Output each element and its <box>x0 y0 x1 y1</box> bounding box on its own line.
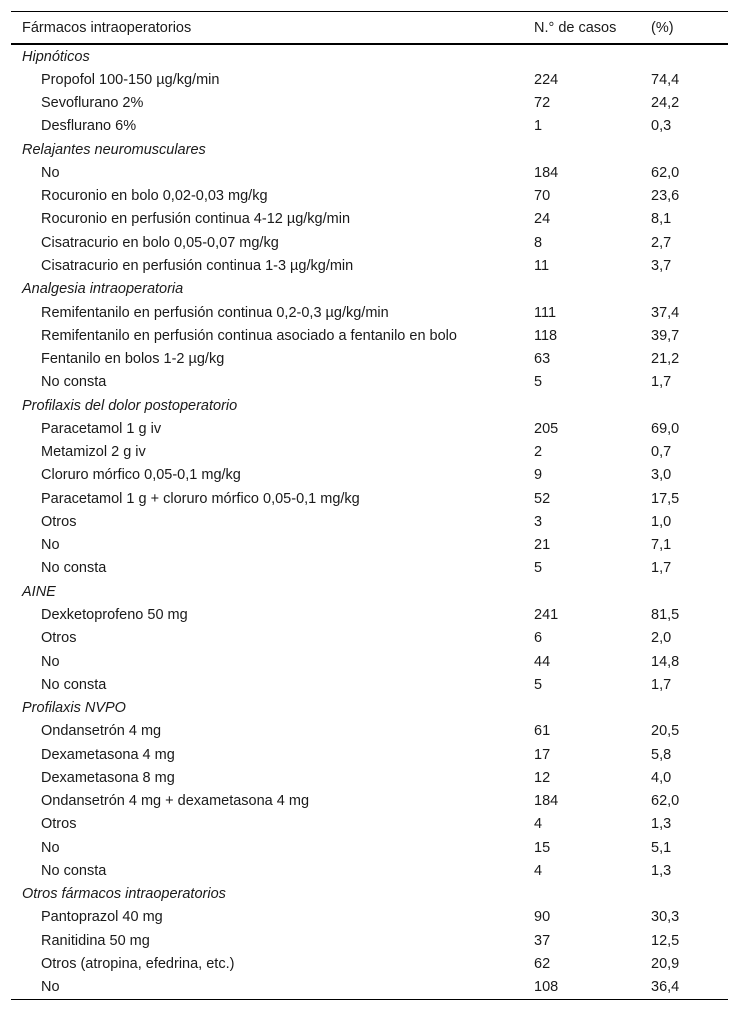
drug-name-cell: Cisatracurio en bolo 0,05-0,07 mg/kg <box>41 234 279 251</box>
table-row <box>11 859 728 882</box>
drug-name-cell: No <box>41 164 60 181</box>
section-header-row <box>11 278 728 301</box>
percent-cell: 17,5 <box>651 490 680 507</box>
drug-name-cell: Cisatracurio en perfusión continua 1-3 µg/kg/min <box>41 258 354 275</box>
drug-name-cell: Otros <box>41 816 77 833</box>
section-title: Profilaxis del dolor postoperatorio <box>22 397 238 414</box>
section-title: Analgesia intraoperatoria <box>22 281 184 298</box>
table-row <box>11 790 728 813</box>
case-count-cell: 52 <box>534 490 551 507</box>
table-row <box>11 161 728 184</box>
table-row <box>11 371 728 394</box>
section-title: Otros fármacos intraoperatorios <box>22 886 226 903</box>
percent-cell: 69,0 <box>651 420 680 437</box>
case-count-cell: 8 <box>534 234 543 251</box>
table-row <box>11 766 728 789</box>
percent-cell: 30,3 <box>651 909 680 926</box>
table-row <box>11 627 728 650</box>
table-body <box>11 44 728 999</box>
table-row <box>11 906 728 929</box>
drug-name-cell: Ranitidina 50 mg <box>41 932 150 949</box>
table-row <box>11 743 728 766</box>
percent-cell: 5,8 <box>651 746 672 763</box>
table-row <box>11 673 728 696</box>
table-row <box>11 347 728 370</box>
drug-name-cell: No <box>11 976 534 1000</box>
case-count-cell: 61 <box>534 723 551 740</box>
drug-name-cell: Sevoflurano 2% <box>41 95 144 112</box>
case-count-cell: 12 <box>534 769 551 786</box>
table-row <box>11 534 728 557</box>
table-row <box>11 557 728 580</box>
percent-cell: 4,0 <box>651 769 672 786</box>
table-row <box>11 254 728 277</box>
drug-name-cell: Desflurano 6% <box>41 118 137 135</box>
table-row <box>11 836 728 859</box>
table-row <box>11 720 728 743</box>
drug-name-cell: Dexametasona 8 mg <box>41 769 175 786</box>
case-count-cell: 2 <box>534 444 543 461</box>
drug-name-cell: No <box>41 653 60 670</box>
table-row <box>11 185 728 208</box>
case-count-cell: 184 <box>534 793 559 810</box>
drug-name-cell: Propofol 100-150 µg/kg/min <box>41 71 220 88</box>
percent-cell: 8,1 <box>651 211 672 228</box>
percent-cell: 0,7 <box>651 444 672 461</box>
drug-name-cell: Otros <box>41 630 77 647</box>
section-header-row <box>11 138 728 161</box>
table-row <box>11 68 728 91</box>
drug-name-cell: Dexametasona 4 mg <box>41 746 175 763</box>
table-row <box>11 301 728 324</box>
percent-cell: 12,5 <box>651 932 680 949</box>
case-count-cell: 6 <box>534 630 543 647</box>
percent-cell: 7,1 <box>651 537 672 554</box>
section-title: Hipnóticos <box>22 48 90 65</box>
case-count-cell: 17 <box>534 746 551 763</box>
section-header-row <box>11 883 728 906</box>
case-count-cell: 111 <box>534 304 557 321</box>
table-row <box>11 650 728 673</box>
drug-name-cell: Remifentanilo en perfusión continua asociado a fentanilo en bolo <box>41 327 457 344</box>
case-count-cell: 11 <box>534 258 550 275</box>
drug-name-cell: Rocuronio en bolo 0,02-0,03 mg/kg <box>41 188 268 205</box>
section-title: Relajantes neuromusculares <box>22 141 206 158</box>
percent-cell: 0,3 <box>651 118 672 135</box>
table-row <box>11 208 728 231</box>
table-row <box>11 929 728 952</box>
drug-name-cell: Metamizol 2 g iv <box>41 444 146 461</box>
table-row <box>11 464 728 487</box>
case-count-cell: 1 <box>534 118 543 135</box>
case-count-cell: 3 <box>534 513 543 530</box>
percent-cell: 20,5 <box>651 723 680 740</box>
drug-name-cell: Ondansetrón 4 mg <box>41 723 162 740</box>
percent-cell: 14,8 <box>651 653 680 670</box>
percent-cell: 1,3 <box>651 816 672 833</box>
percent-cell: 2,0 <box>651 630 672 647</box>
drug-name-cell: Fentanilo en bolos 1-2 µg/kg <box>41 351 225 368</box>
drug-name-cell: Paracetamol 1 g iv <box>41 420 162 437</box>
table-row <box>11 813 728 836</box>
percent-cell: 1,7 <box>651 676 672 693</box>
percent-cell: 62,0 <box>651 164 680 181</box>
percent-cell: 1,3 <box>651 862 672 879</box>
percent-cell: 3,0 <box>651 467 672 484</box>
header-row <box>11 12 728 45</box>
percent-cell: 36,4 <box>651 976 728 1000</box>
drug-name-cell: Pantoprazol 40 mg <box>41 909 163 926</box>
case-count-cell: 37 <box>534 932 551 949</box>
section-header-row <box>11 394 728 417</box>
header-drug: Fármacos intraoperatorios <box>11 12 534 45</box>
case-count-cell: 241 <box>534 607 559 623</box>
case-count-cell: 4 <box>534 816 543 833</box>
percent-cell: 20,9 <box>651 955 680 972</box>
case-count-cell: 5 <box>534 560 543 577</box>
case-count-cell: 72 <box>534 95 551 112</box>
percent-cell: 1,7 <box>651 560 672 577</box>
table-row <box>11 441 728 464</box>
drug-name-cell: Otros <box>41 513 77 530</box>
case-count-cell: 205 <box>534 420 559 437</box>
drug-name-cell: Remifentanilo en perfusión continua 0,2-0,3 µg/kg/min <box>41 304 389 321</box>
section-header-row <box>11 696 728 719</box>
case-count-cell: 108 <box>534 976 651 1000</box>
case-count-cell: 9 <box>534 467 543 484</box>
drug-name-cell: Cloruro mórfico 0,05-0,1 mg/kg <box>41 467 241 484</box>
drug-name-cell: Ondansetrón 4 mg + dexametasona 4 mg <box>41 793 310 810</box>
case-count-cell: 44 <box>534 653 551 670</box>
drug-name-cell: Paracetamol 1 g + cloruro mórfico 0,05-0,1 mg/kg <box>41 490 360 507</box>
drug-name-cell: Rocuronio en perfusión continua 4-12 µg/kg/min <box>41 211 351 228</box>
case-count-cell: 63 <box>534 351 551 368</box>
case-count-cell: 21 <box>534 537 551 554</box>
section-header-row <box>11 580 728 603</box>
section-title: Profilaxis NVPO <box>22 700 126 717</box>
percent-cell: 24,2 <box>651 95 680 112</box>
table-header <box>11 12 728 45</box>
table-row <box>11 92 728 115</box>
drug-name-cell: Dexketoprofeno 50 mg <box>41 607 188 623</box>
percent-cell: 2,7 <box>651 234 672 251</box>
table-row <box>11 976 728 1000</box>
table-row <box>11 952 728 975</box>
header-cases: N.° de casos <box>534 12 651 45</box>
percent-cell: 81,5 <box>651 607 680 623</box>
drug-name-cell: No consta <box>41 560 107 577</box>
percent-cell: 3,7 <box>651 258 672 275</box>
case-count-cell: 15 <box>534 839 551 856</box>
case-count-cell: 4 <box>534 862 543 879</box>
percent-cell: 39,7 <box>651 327 680 344</box>
drug-name-cell: No <box>41 537 60 554</box>
case-count-cell: 24 <box>534 211 551 228</box>
drug-name-cell: Otros (atropina, efedrina, etc.) <box>41 955 235 972</box>
table-row <box>11 231 728 254</box>
percent-cell: 23,6 <box>651 188 680 205</box>
table-row <box>11 324 728 347</box>
drug-name-cell: No consta <box>41 374 107 391</box>
drugs-table-container <box>11 11 728 1000</box>
table-row <box>11 417 728 440</box>
case-count-cell: 118 <box>534 327 558 344</box>
case-count-cell: 70 <box>534 188 551 205</box>
table-row <box>11 115 728 138</box>
table-row <box>11 510 728 533</box>
case-count-cell: 184 <box>534 164 559 181</box>
case-count-cell: 62 <box>534 955 551 972</box>
percent-cell: 21,2 <box>651 351 680 368</box>
drug-name-cell: No consta <box>41 676 107 693</box>
percent-cell: 1,7 <box>651 374 672 391</box>
intraoperative-drugs-table <box>11 11 728 1000</box>
percent-cell: 37,4 <box>651 304 680 321</box>
percent-cell: 1,0 <box>651 513 672 530</box>
case-count-cell: 5 <box>534 676 543 693</box>
case-count-cell: 224 <box>534 71 559 88</box>
percent-cell: 74,4 <box>651 71 680 88</box>
percent-cell: 62,0 <box>651 793 680 810</box>
section-title: AINE <box>22 583 56 600</box>
table-row <box>11 603 728 626</box>
table-row <box>11 487 728 510</box>
case-count-cell: 90 <box>534 909 551 926</box>
drug-name-cell: No consta <box>41 862 107 879</box>
percent-cell: 5,1 <box>651 839 672 856</box>
drug-name-cell: No <box>41 839 60 856</box>
section-header-row <box>11 44 728 68</box>
header-percent: (%) <box>651 12 728 45</box>
case-count-cell: 5 <box>534 374 543 391</box>
